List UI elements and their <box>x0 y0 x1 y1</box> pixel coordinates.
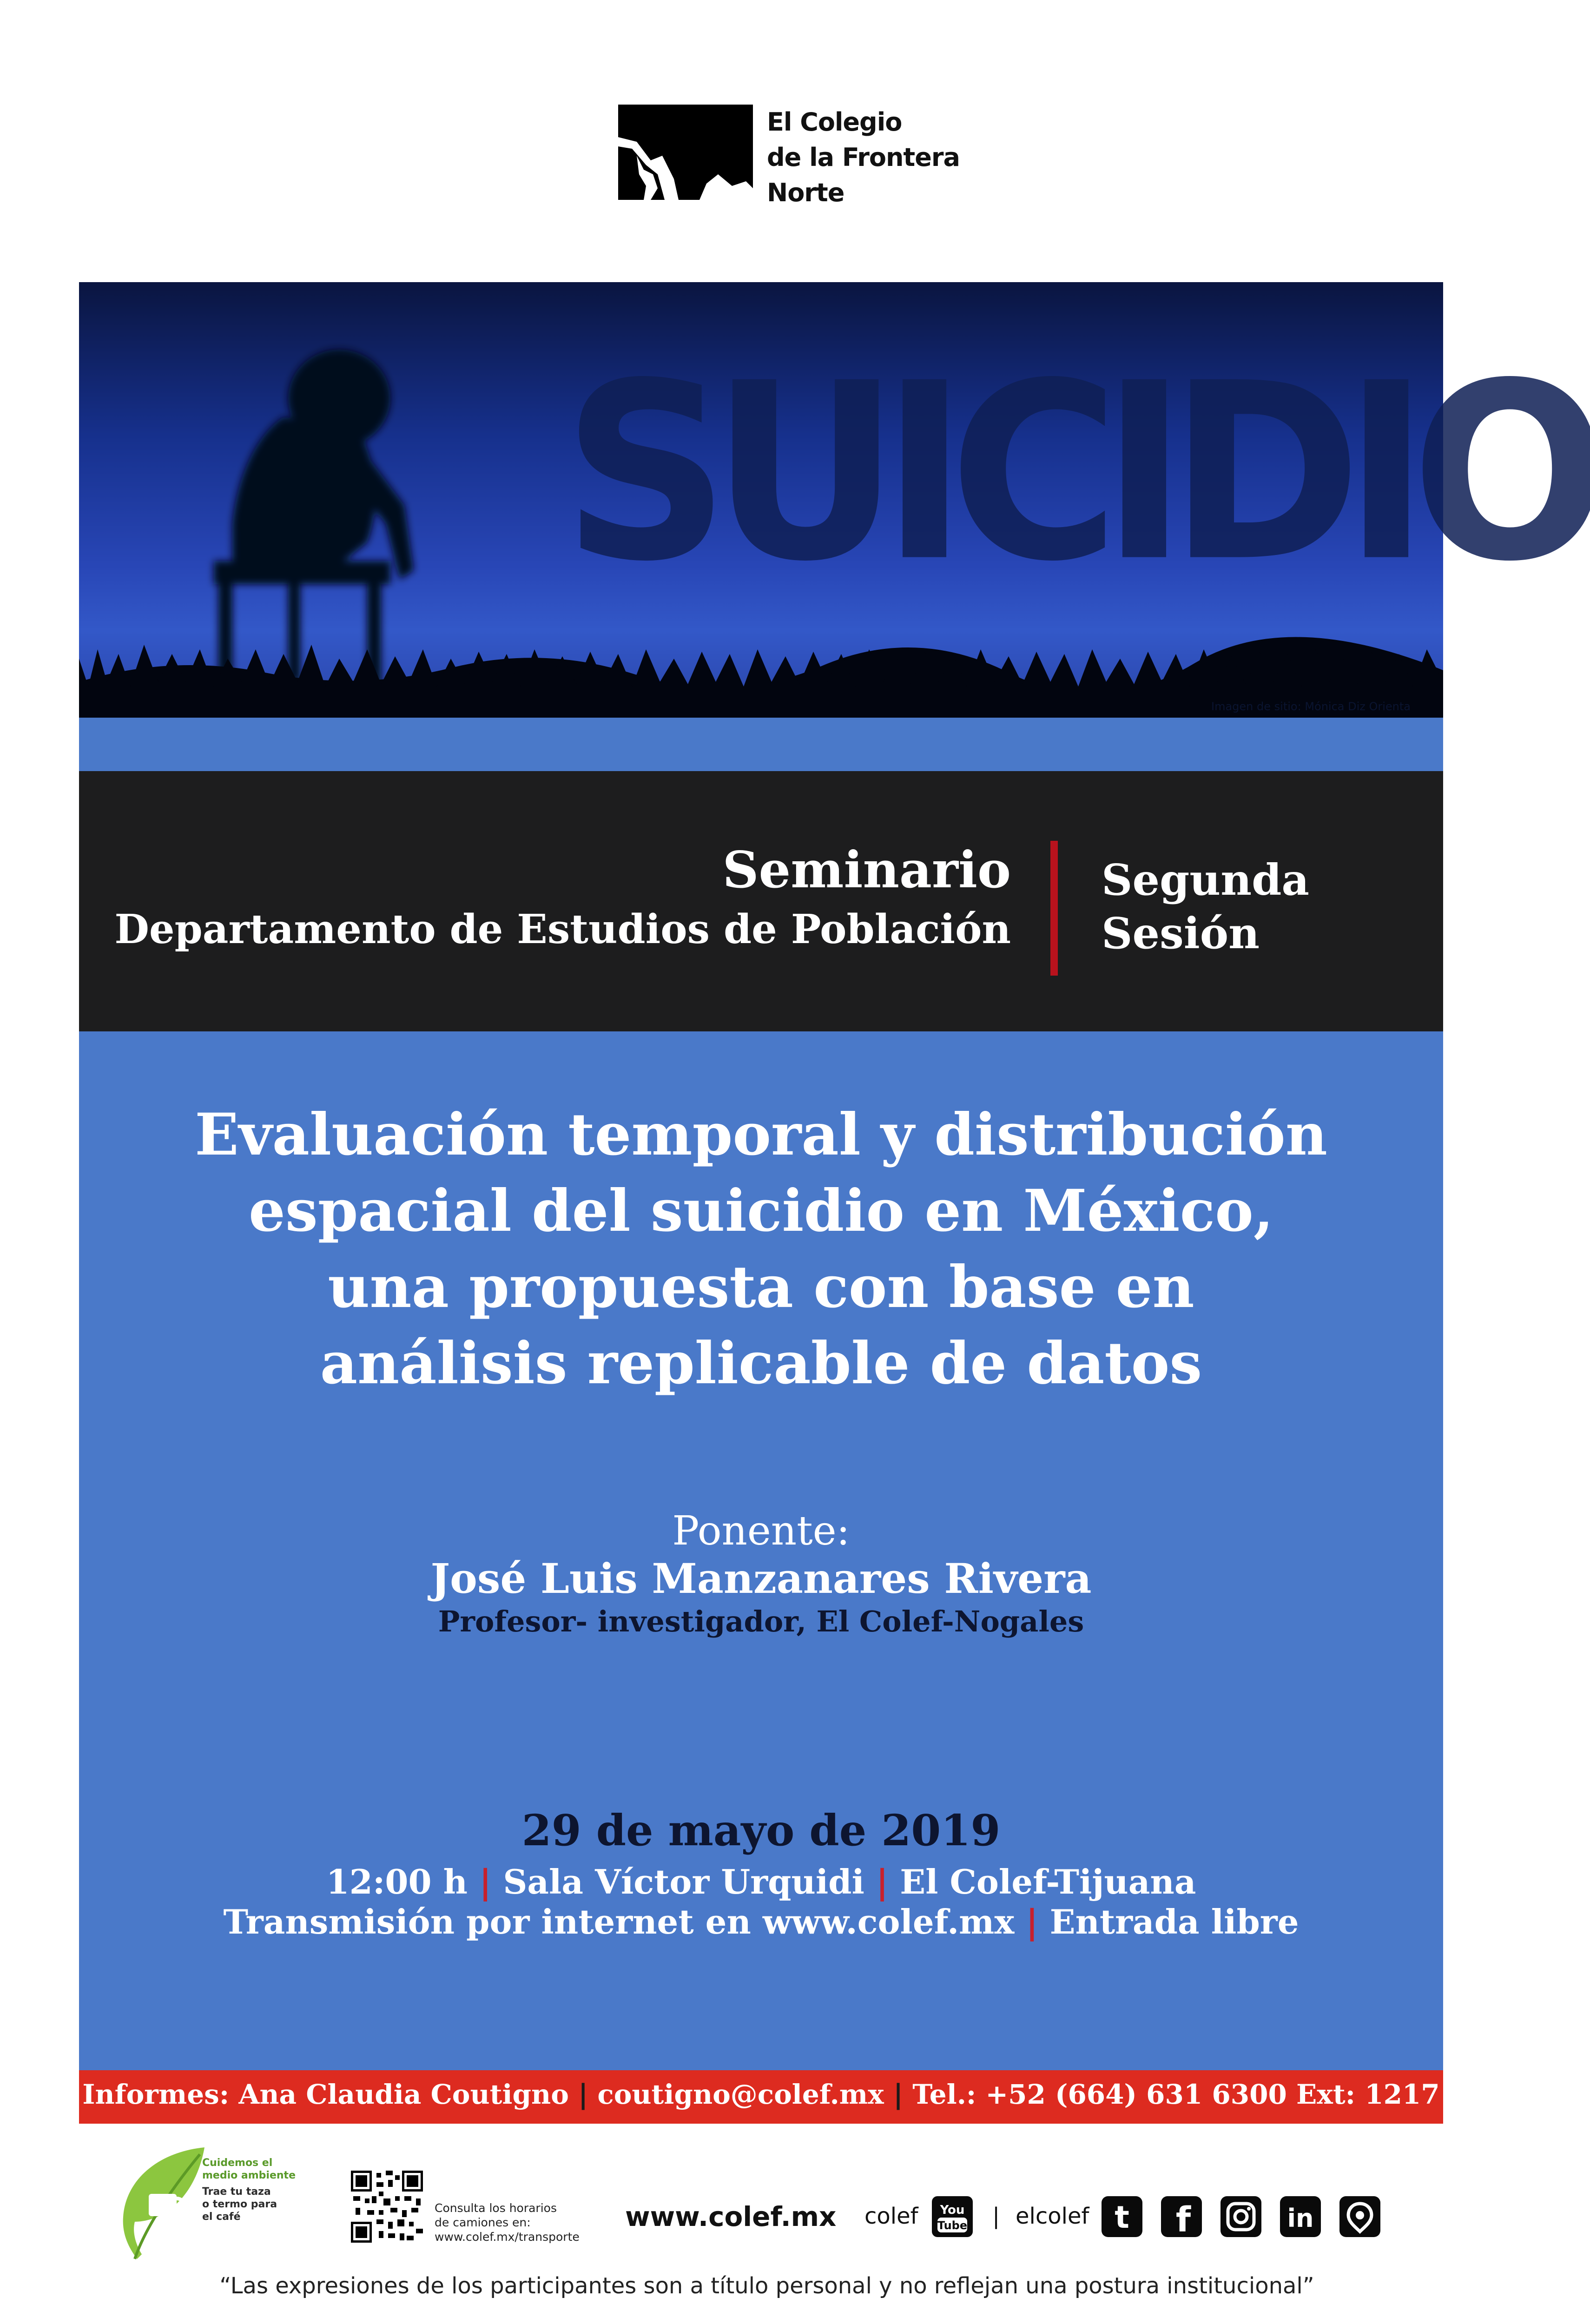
separator: | <box>578 2079 598 2110</box>
qr-code-icon[interactable] <box>349 2168 425 2245</box>
youtube-icon[interactable] <box>932 2196 973 2237</box>
eco-line-1: Cuidemos el <box>202 2157 273 2169</box>
event-date: 29 de mayo de 2019 <box>521 1805 1001 1855</box>
event-stream: Transmisión por internet en www.colef.mx <box>223 1902 1015 1941</box>
event-details <box>79 1862 1443 1901</box>
department-name: Departamento de Estudios de Población <box>114 906 1011 953</box>
hero-title: SUICIDIO <box>562 330 1590 615</box>
main-content <box>79 1031 1443 2070</box>
svg-text:in: in <box>1287 2204 1314 2233</box>
speaker-label: Ponente: <box>672 1508 850 1554</box>
svg-text:You: You <box>940 2203 965 2217</box>
talk-title-line-4: análisis replicable de datos <box>320 1330 1202 1397</box>
image-credit: Imagen de sitio: Mónica Diz Orienta <box>1211 700 1411 713</box>
facebook-icon[interactable] <box>1161 2196 1202 2240</box>
twitter-icon[interactable] <box>1102 2196 1142 2237</box>
eco-message <box>202 2157 309 2223</box>
session-line-1: Segunda <box>1102 855 1310 905</box>
logo-line-2: de la Frontera <box>767 143 960 172</box>
handle-separator: | <box>992 2203 1000 2229</box>
separator: | <box>876 1862 900 1901</box>
bus-line-1: Consulta los horarios <box>435 2201 557 2215</box>
separator: | <box>479 1862 503 1901</box>
svg-text:Tube: Tube <box>937 2219 968 2232</box>
bus-line-3[interactable]: www.colef.mx/transporte <box>435 2230 580 2244</box>
bus-line-2: de camiones en: <box>435 2216 531 2229</box>
event-room: Sala Víctor Urquidi <box>503 1862 864 1901</box>
event-time: 12:00 h <box>326 1862 468 1901</box>
logo-line-3: Norte <box>767 178 844 207</box>
disclaimer: “Las expresiones de los participantes son a título personal y no reflejan una postura institucional” <box>219 2273 1314 2299</box>
talk-title-line-3: una propuesta con base en <box>328 1254 1194 1321</box>
seminar-title: Seminario <box>722 841 1011 899</box>
logo-line-1: El Colegio <box>767 107 902 137</box>
instagram-icon[interactable] <box>1221 2196 1261 2237</box>
bus-schedule-note <box>435 2201 588 2244</box>
periscope-icon[interactable] <box>1339 2196 1380 2237</box>
info-text <box>79 2079 1443 2110</box>
talk-title-line-1: Evaluación temporal y distribución <box>195 1101 1327 1169</box>
band-separator <box>1050 841 1058 976</box>
talk-title-line-2: espacial del suicidio en México, <box>249 1177 1273 1245</box>
info-contact: Informes: Ana Claudia Coutigno <box>82 2079 569 2110</box>
linkedin-icon[interactable] <box>1280 2196 1321 2237</box>
youtube-handle[interactable]: colef <box>864 2203 918 2229</box>
logo-text <box>767 105 960 211</box>
session-line-2: Sesión <box>1102 908 1260 958</box>
seminar-band <box>79 771 1443 1031</box>
separator: | <box>893 2079 913 2110</box>
blue-strip <box>79 718 1443 771</box>
eco-line-5: el café <box>202 2211 241 2223</box>
eco-line-4: o termo para <box>202 2199 277 2210</box>
website-link[interactable]: www.colef.mx <box>625 2201 837 2232</box>
event-stream-line <box>79 1902 1443 1941</box>
mountain-logo-icon <box>618 105 753 200</box>
event-entry: Entrada libre <box>1049 1902 1299 1941</box>
eco-leaf-icon <box>116 2143 209 2264</box>
speaker-name: José Luis Manzanares Rivera <box>430 1554 1092 1603</box>
eco-line-2: medio ambiente <box>202 2170 296 2181</box>
svg-text:t: t <box>1115 2199 1129 2235</box>
colef-logo <box>618 105 960 207</box>
eco-line-3: Trae tu taza <box>202 2186 271 2198</box>
info-email[interactable]: coutigno@colef.mx <box>597 2079 884 2110</box>
separator: | <box>1026 1902 1050 1941</box>
svg-text:f: f <box>1175 2200 1191 2240</box>
hero-image <box>79 282 1590 718</box>
event-venue: El Colef-Tijuana <box>900 1862 1196 1901</box>
speaker-role: Profesor- investigador, El Colef-Nogales <box>438 1604 1084 1638</box>
info-bar <box>79 2070 1443 2124</box>
info-phone: Tel.: +52 (664) 631 6300 Ext: 1217 <box>912 2079 1440 2110</box>
social-handle[interactable]: elcolef <box>1016 2203 1089 2229</box>
